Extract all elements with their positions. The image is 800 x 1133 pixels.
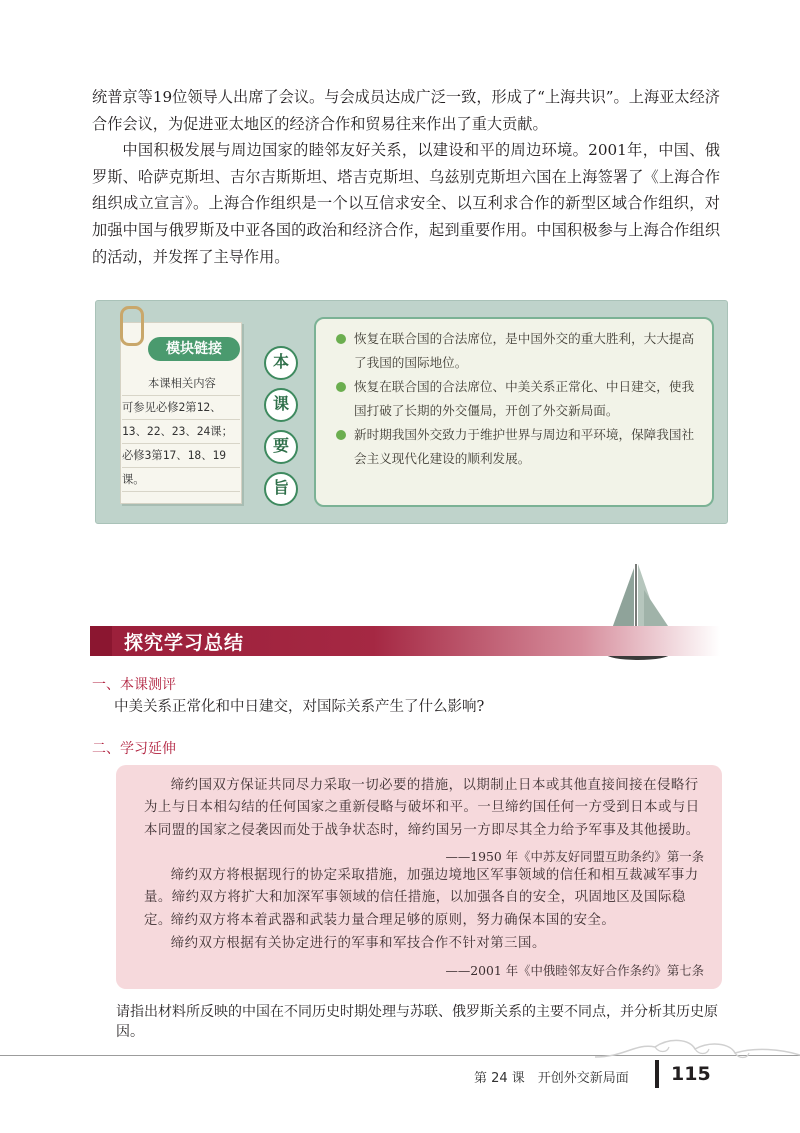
subheading-evaluation: 一、本课测评: [92, 677, 176, 693]
module-link-tag: 模块链接: [148, 337, 240, 361]
task-question: 请指出材料所反映的中国在不同历史时期处理与苏联、俄罗斯关系的主要不同点，并分析其历史原因。: [116, 1004, 718, 1040]
key-point: 新时期我国外交致力于维护世界与周边和平环境，保障我国社会主义现代化建设的顺利发展。: [336, 423, 702, 471]
page-number: 115: [671, 1063, 711, 1085]
key-points-box: [314, 317, 714, 507]
key-char: 旨: [264, 472, 298, 506]
material-paragraph: 缔约国双方保证共同尽力采取一切必要的措施，以期制止日本或其他直接间接在侵略行为上与日本相勾结的任何国家之重新侵略与破坏和平。一旦缔约国任何一方受到日本或与日本同盟的国家之侵袭因而处于战争状态时，缔约国另一方即尽其全力给予军事及其他援助。: [144, 778, 700, 838]
key-char: 要: [264, 430, 298, 464]
key-char: 本: [264, 346, 298, 380]
key-point: 恢复在联合国的合法席位，是中国外交的重大胜利，大大提高了我国的国际地位。: [336, 327, 702, 375]
intro-text: [92, 84, 720, 270]
intro-paragraph-2: 中国积极发展与周边国家的睦邻友好关系，以建设和平的周边环境。2001年，中国、俄罗斯、哈萨克斯坦、吉尔吉斯斯坦、塔吉克斯坦、乌兹别克斯坦六国在上海签署了《上海合作组织成立宣言》。上海合作组织是一个以互信求安全、以互利求合作的新型区域合作组织，对加强中国与俄罗斯及中亚各国的政治和经济合作，起到重要作用。中国积极参与上海合作组织的活动，并发挥了主导作用。: [92, 141, 720, 266]
material-paragraph: 缔约双方根据有关协定进行的军事和军技合作不针对第三国。: [170, 936, 546, 951]
module-line: 本课相关内容: [122, 372, 240, 396]
lesson-key-points-label: [264, 346, 298, 514]
evaluation-question: 中美关系正常化和中日建交，对国际关系产生了什么影响?: [114, 699, 485, 715]
key-char: 课: [264, 388, 298, 422]
section-header-marker: [90, 626, 112, 656]
material-source: ——2001 年《中俄睦邻友好合作条约》第七条: [445, 963, 704, 978]
key-point: 恢复在联合国的合法席位、中美关系正常化、中日建交，使我国打破了长期的外交僵局，开创了外交新局面。: [336, 375, 702, 423]
module-line: 必修3第17、18、19: [122, 444, 240, 468]
material-source: ——1950 年《中苏友好同盟互助条约》第一条: [445, 849, 704, 864]
material-paragraph: 缔约双方将本着武器和武装力量合理足够的原则，努力确保本国的安全。: [170, 913, 616, 928]
module-link-text: [122, 372, 240, 492]
module-line: 13、22、23、24课；: [122, 420, 240, 444]
footer-separator: [655, 1060, 659, 1088]
paperclip-icon: [120, 306, 144, 346]
section-title: 探究学习总结: [124, 632, 245, 654]
subheading-extension: 二、学习延伸: [92, 741, 176, 757]
intro-paragraph-1: 统普京等19位领导人出席了会议。与会成员达成广泛一致，形成了“上海共识”。上海亚太经济合作会议，为促进亚太地区的经济合作和贸易往来作出了重大贡献。: [92, 88, 720, 133]
source-material-box: [116, 765, 722, 989]
module-line: 课。: [122, 468, 240, 492]
footer-lesson-title: 第 24 课 开创外交新局面: [474, 1071, 629, 1086]
key-points-list: [316, 319, 712, 471]
module-line: 可参见必修2第12、: [122, 396, 240, 420]
material-paragraph: 缔约双方将根据现行的协定采取措施，加强边境地区军事领域的信任和相互裁减军事力量。缔约双方将扩大和加深军事领域的信任措施，以加强各自的安全，巩固地区及国际稳定。: [144, 868, 699, 928]
